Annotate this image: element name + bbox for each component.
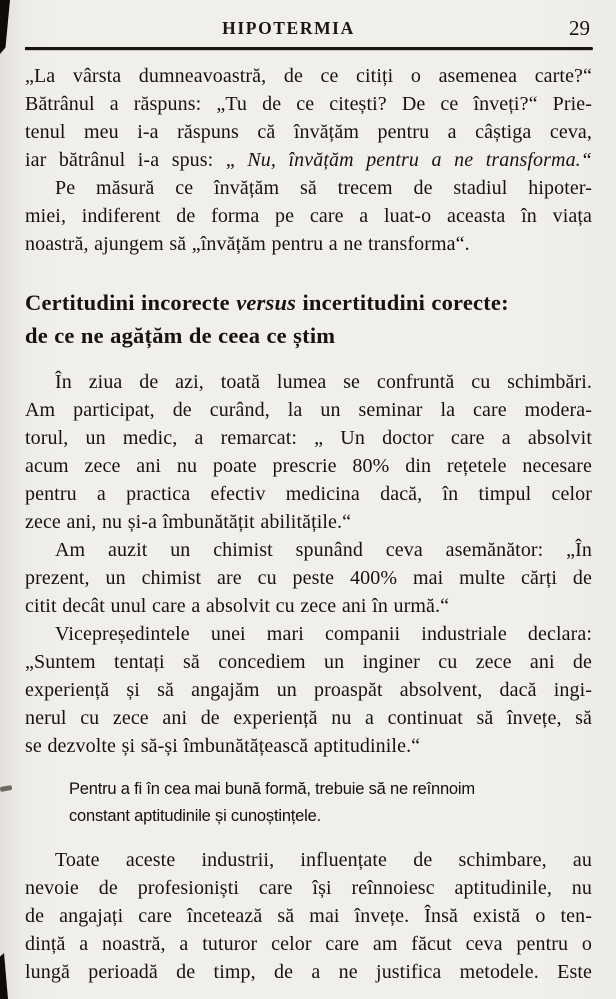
header-rule xyxy=(25,47,593,50)
text-line: Pe măsură ce învățăm să trecem de stadiul hipoter- xyxy=(55,177,592,199)
page-header xyxy=(25,18,592,44)
section-heading xyxy=(25,286,592,352)
scan-artifact-binding-mark-top xyxy=(0,0,10,54)
block-quote xyxy=(69,776,489,830)
text-line: zece ani, nu și-a îmbunătățit abilitățile.“ xyxy=(25,511,352,533)
paragraph xyxy=(25,536,592,620)
text-line: de angajați care încetează să mai învețe. Însă există o ten- xyxy=(25,905,592,927)
text-line: Pentru a fi în cea mai bună formă, trebuie să ne reînnoim xyxy=(69,780,475,798)
scan-artifact-binding-mark-bottom xyxy=(0,953,8,999)
text-line: iar bătrânul i-a spus: „ Nu, învățăm pentru a ne transforma.“ xyxy=(25,149,592,171)
text-line: dință a noastră, a tuturor celor care am făcut ceva pentru o xyxy=(25,933,592,955)
paragraph xyxy=(25,62,592,174)
text-line: experiență și să angajăm un proaspăt absolvent, dacă ingi- xyxy=(25,679,592,701)
text-line: nerul cu zece ani de experiență nu a continuat să învețe, să xyxy=(25,707,592,729)
paragraph xyxy=(25,174,592,258)
paragraph xyxy=(25,620,592,760)
text-line: „Suntem tentați să concediem un inginer cu zece ani de xyxy=(25,651,592,673)
text-line: Vicepreședintele unei mari companii industriale declara: xyxy=(55,623,592,645)
text-line: În ziua de azi, toată lumea se confruntă cu schimbări. xyxy=(55,371,592,393)
text-line: constant aptitudinile și cunoștințele. xyxy=(69,807,321,825)
text-line: prezent, un chimist are cu peste 400% mai multe cărți de xyxy=(25,567,592,589)
text-line: citit decât unul care a absolvit cu zece ani în urmă.“ xyxy=(25,595,450,617)
scan-artifact-mark xyxy=(0,785,12,792)
text-line: „La vârsta dumneavoastră, de ce citiți o asemenea carte?“ xyxy=(25,65,592,87)
running-header-title: HIPOTERMIA xyxy=(222,18,355,38)
text-line: Am participat, de curând, la un seminar la care modera- xyxy=(25,399,592,421)
page-number: 29 xyxy=(569,16,590,40)
text-line: Toate aceste industrii, influențate de schimbare, au xyxy=(55,849,592,871)
text-line: Am auzit un chimist spunând ceva asemănător: „În xyxy=(55,539,592,561)
text-line: miei, indiferent de forma pe care a luat-o aceasta în viața xyxy=(25,205,592,227)
paragraph xyxy=(25,368,592,536)
text-line: lungă perioadă de timp, de a ne justifica metodele. Este xyxy=(25,961,592,983)
page-content xyxy=(25,62,592,986)
text-line: acum zece ani nu poate prescrie 80% din rețetele necesare xyxy=(25,455,592,477)
paragraph xyxy=(25,846,592,986)
text-line: de ce ne agățăm de ceea ce știm xyxy=(25,323,336,348)
text-line: pentru a practica efectiv medicina dacă, în timpul celor xyxy=(25,483,592,505)
text-line: torul, un medic, a remarcat: „ Un doctor care a absolvit xyxy=(25,427,592,449)
text-line: tenul meu i-a răspuns că învățăm pentru a câștiga ceva, xyxy=(25,121,592,143)
text-line: se dezvolte și să-și îmbunătățească aptitudinile.“ xyxy=(25,735,421,757)
text-line: noastră, ajungem să „învățăm pentru a ne transforma“. xyxy=(25,233,470,255)
text-line: Bătrânul a răspuns: „Tu de ce citești? De ce înveți?“ Prie- xyxy=(25,93,592,115)
text-line: Certitudini incorecte versus incertitudini corecte: xyxy=(25,290,509,315)
text-line: nevoie de profesioniști care își reînnoiesc aptitudinile, nu xyxy=(25,877,592,899)
